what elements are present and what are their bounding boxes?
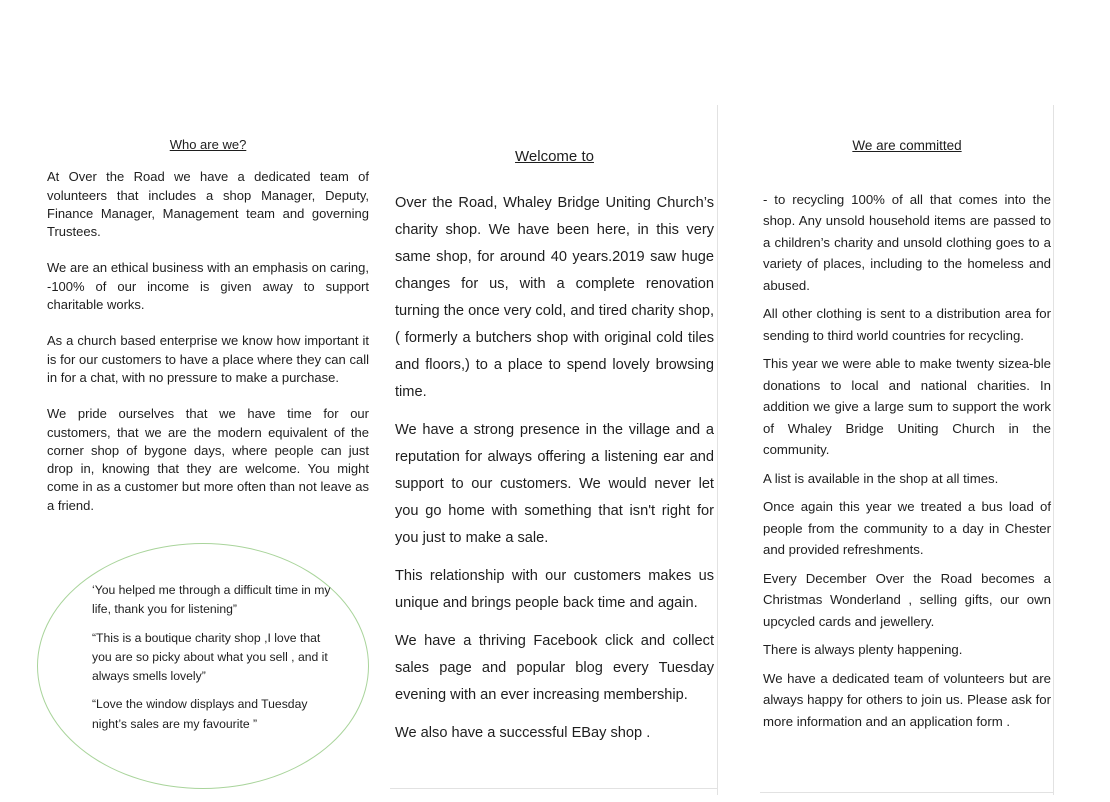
paragraph: We have a strong presence in the village and a reputation for always offering a listening ear and support to our customers. We would never let you go home with something that isn't right for you just to make a sale. [395, 422, 714, 546]
paragraph: Every December Over the Road becomes a Christmas Wonderland , selling gifts, our own upcycled cards and jewellery. [763, 570, 1051, 629]
paragraph: There is always plenty happening. [763, 642, 963, 657]
welcome-panel [395, 143, 714, 758]
section-heading: Welcome to [515, 148, 594, 165]
section-heading: Who are we? [169, 137, 247, 152]
paragraph: We have a thriving Facebook click and collect sales page and popular blog every Tuesday evening with an ever increasing membership. [395, 633, 714, 703]
who-are-we-panel [47, 136, 369, 533]
paragraph: All other clothing is sent to a distribution area for sending to third world countries for recycling. [763, 306, 1051, 343]
panel-fold-line [717, 105, 718, 795]
paragraph: As a church based enterprise we know how important it is for our customers to have a place where they can call in for a chat, with no pressure to make a purchase. [47, 333, 369, 385]
testimonial-quote: “Love the window displays and Tuesday night’s sales are my favourite ” [92, 697, 308, 731]
paragraph: Over the Road, Whaley Bridge Uniting Church’s charity shop. We have been here, in this very same shop, for around 40 years.2019 saw huge changes for us, with a complete renovation turning the once very cold, and tired charity shop,( formerly a butchers shop with original cold tiles and floors,) to a place to spend lovely browsing time. [395, 195, 714, 400]
panel-bottom-edge [390, 788, 718, 789]
paragraph: This year we were able to make twenty sizea-ble donations to local and national charities. In addition we give a large sum to support the work of Whaley Bridge Uniting Church in the community. [763, 356, 1051, 457]
paragraph: We also have a successful EBay shop . [395, 725, 651, 741]
testimonial-quote: ‘You helped me through a difficult time in my life, thank you for listening” [92, 583, 331, 617]
paragraph: We have a dedicated team of volunteers but are always happy for others to join us. Please ask for more information and an application form . [763, 670, 1051, 729]
paragraph: A list is available in the shop at all times. [763, 470, 999, 486]
paragraph: We are an ethical business with an emphasis on caring, -100% of our income is given away to support charitable works. [47, 260, 369, 313]
paragraph: We pride ourselves that we have time for our customers, that we are the modern equivalent of the corner shop of bygone days, where people can just drop in, knowing that they are welcome. You might come in as a customer but more often than not leave as a friend. [47, 406, 369, 513]
committed-panel [763, 135, 1051, 739]
paragraph: - to recycling 100% of all that comes into the shop. Any unsold household items are passed to a children’s charity and unsold clothing goes to a variety of places, including to the homeless and abused. [763, 191, 1051, 293]
panel-bottom-edge [760, 792, 1053, 793]
testimonials [92, 581, 332, 743]
section-heading: We are committed [852, 138, 962, 153]
paragraph: Once again this year we treated a bus load of people from the community to a day in Chester and provided refreshments. [763, 499, 1051, 557]
testimonial-quote: “This is a boutique charity shop ,I love that you are so picky about what you sell , and it always smells lovely” [92, 630, 328, 684]
paragraph: This relationship with our customers makes us unique and brings people back time and again. [395, 568, 714, 611]
paragraph: At Over the Road we have a dedicated team of volunteers that includes a shop Manager, Deputy, Finance Manager, Management team and governing Trustees. [47, 169, 369, 240]
panel-fold-line [1053, 105, 1054, 795]
